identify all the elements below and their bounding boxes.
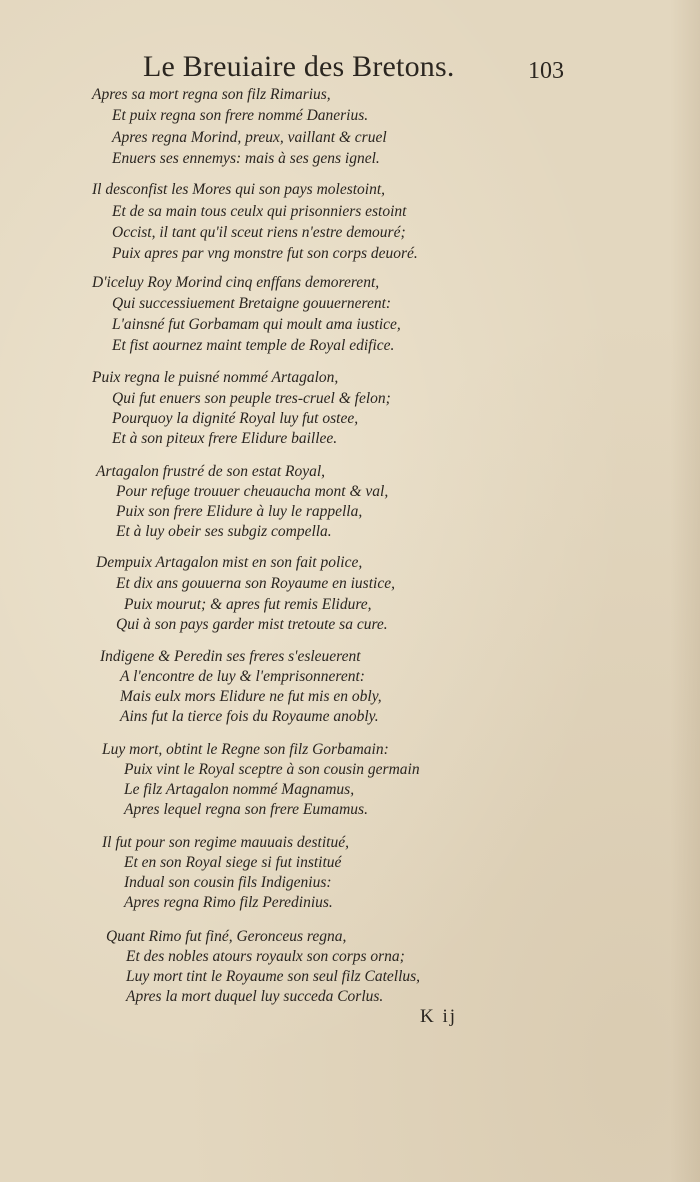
verse-line: Enuers ses ennemys: mais à ses gens ignel.: [112, 150, 380, 167]
verse-line: Puix regna le puisné nommé Artagalon,: [92, 369, 339, 386]
verse-line: Et à luy obeir ses subgiz compella.: [116, 523, 332, 540]
verse-line: Et puix regna son frere nommé Danerius.: [112, 107, 369, 124]
verse-line: Luy mort, obtint le Regne son filz Gorbamain:: [102, 741, 389, 758]
verse-line: Apres la mort duquel luy succeda Corlus.: [126, 988, 384, 1005]
verse-line: Le filz Artagalon nommé Magnamus,: [124, 781, 355, 798]
verse-line: Puix mourut; & apres fut remis Elidure,: [124, 596, 372, 613]
verse-line: L'ainsné fut Gorbamam qui moult ama iustice,: [112, 316, 401, 333]
verse-line: Et à son piteux frere Elidure baillee.: [112, 430, 338, 447]
verse-line: Qui successiuement Bretaigne gouuernerent:: [112, 295, 392, 312]
verse-line: Puix apres par vng monstre fut son corps deuoré.: [112, 245, 418, 262]
verse-line: Puix son frere Elidure à luy le rappella,: [116, 503, 363, 520]
verse-line: Qui fut enuers son peuple tres-cruel & felon;: [112, 390, 391, 407]
verse-line: Apres regna Morind, preux, vaillant & cruel: [112, 129, 387, 146]
verse-line: Luy mort tint le Royaume son seul filz Catellus,: [126, 968, 421, 985]
verse-line: Occist, il tant qu'il sceut riens n'estre demouré;: [112, 224, 406, 241]
verse-line: Et dix ans gouuerna son Royaume en iustice,: [116, 575, 395, 592]
verse-line: Artagalon frustré de son estat Royal,: [96, 463, 326, 480]
verse-line: Mais eulx mors Elidure ne fut mis en obly,: [120, 688, 382, 705]
verse-line: Quant Rimo fut finé, Geronceus regna,: [106, 928, 347, 945]
verse-line: Et en son Royal siege si fut institué: [124, 854, 342, 871]
page-fold-shadow: [670, 0, 700, 1182]
verse-line: Apres lequel regna son frere Eumamus.: [124, 801, 368, 818]
verse-line: Apres sa mort regna son filz Rimarius,: [92, 86, 331, 103]
page-number: 103: [528, 58, 564, 84]
running-title: Le Breuiaire des Bretons.: [143, 50, 455, 83]
verse-line: Qui à son pays garder mist tretoute sa cure.: [116, 616, 388, 633]
verse-line: Il fut pour son regime mauuais destitué,: [102, 834, 349, 851]
verse-line: Dempuix Artagalon mist en son fait police,: [96, 554, 363, 571]
verse-line: Puix vint le Royal sceptre à son cousin germain: [124, 761, 420, 778]
verse-line: D'iceluy Roy Morind cinq enffans demorerent,: [92, 274, 380, 291]
verse-line: Pourquoy la dignité Royal luy fut ostee,: [112, 410, 359, 427]
verse-line: Pour refuge trouuer cheuaucha mont & val,: [116, 483, 389, 500]
verse-line: Il desconfist les Mores qui son pays molestoint,: [92, 181, 386, 198]
verse-line: Et de sa main tous ceulx qui prisonniers estoint: [112, 203, 407, 220]
signature-mark: K ij: [420, 1006, 458, 1027]
verse-line: Indual son cousin fils Indigenius:: [124, 874, 332, 891]
verse-line: Et des nobles atours royaulx son corps orna;: [126, 948, 405, 965]
verse-line: Et fist aournez maint temple de Royal edifice.: [112, 337, 395, 354]
verse-line: Apres regna Rimo filz Peredinius.: [124, 894, 333, 911]
verse-line: Indigene & Peredin ses freres s'esleuerent: [100, 648, 361, 665]
verse-line: Ains fut la tierce fois du Royaume anobly.: [120, 708, 379, 725]
verse-line: A l'encontre de luy & l'emprisonnerent:: [120, 668, 365, 685]
